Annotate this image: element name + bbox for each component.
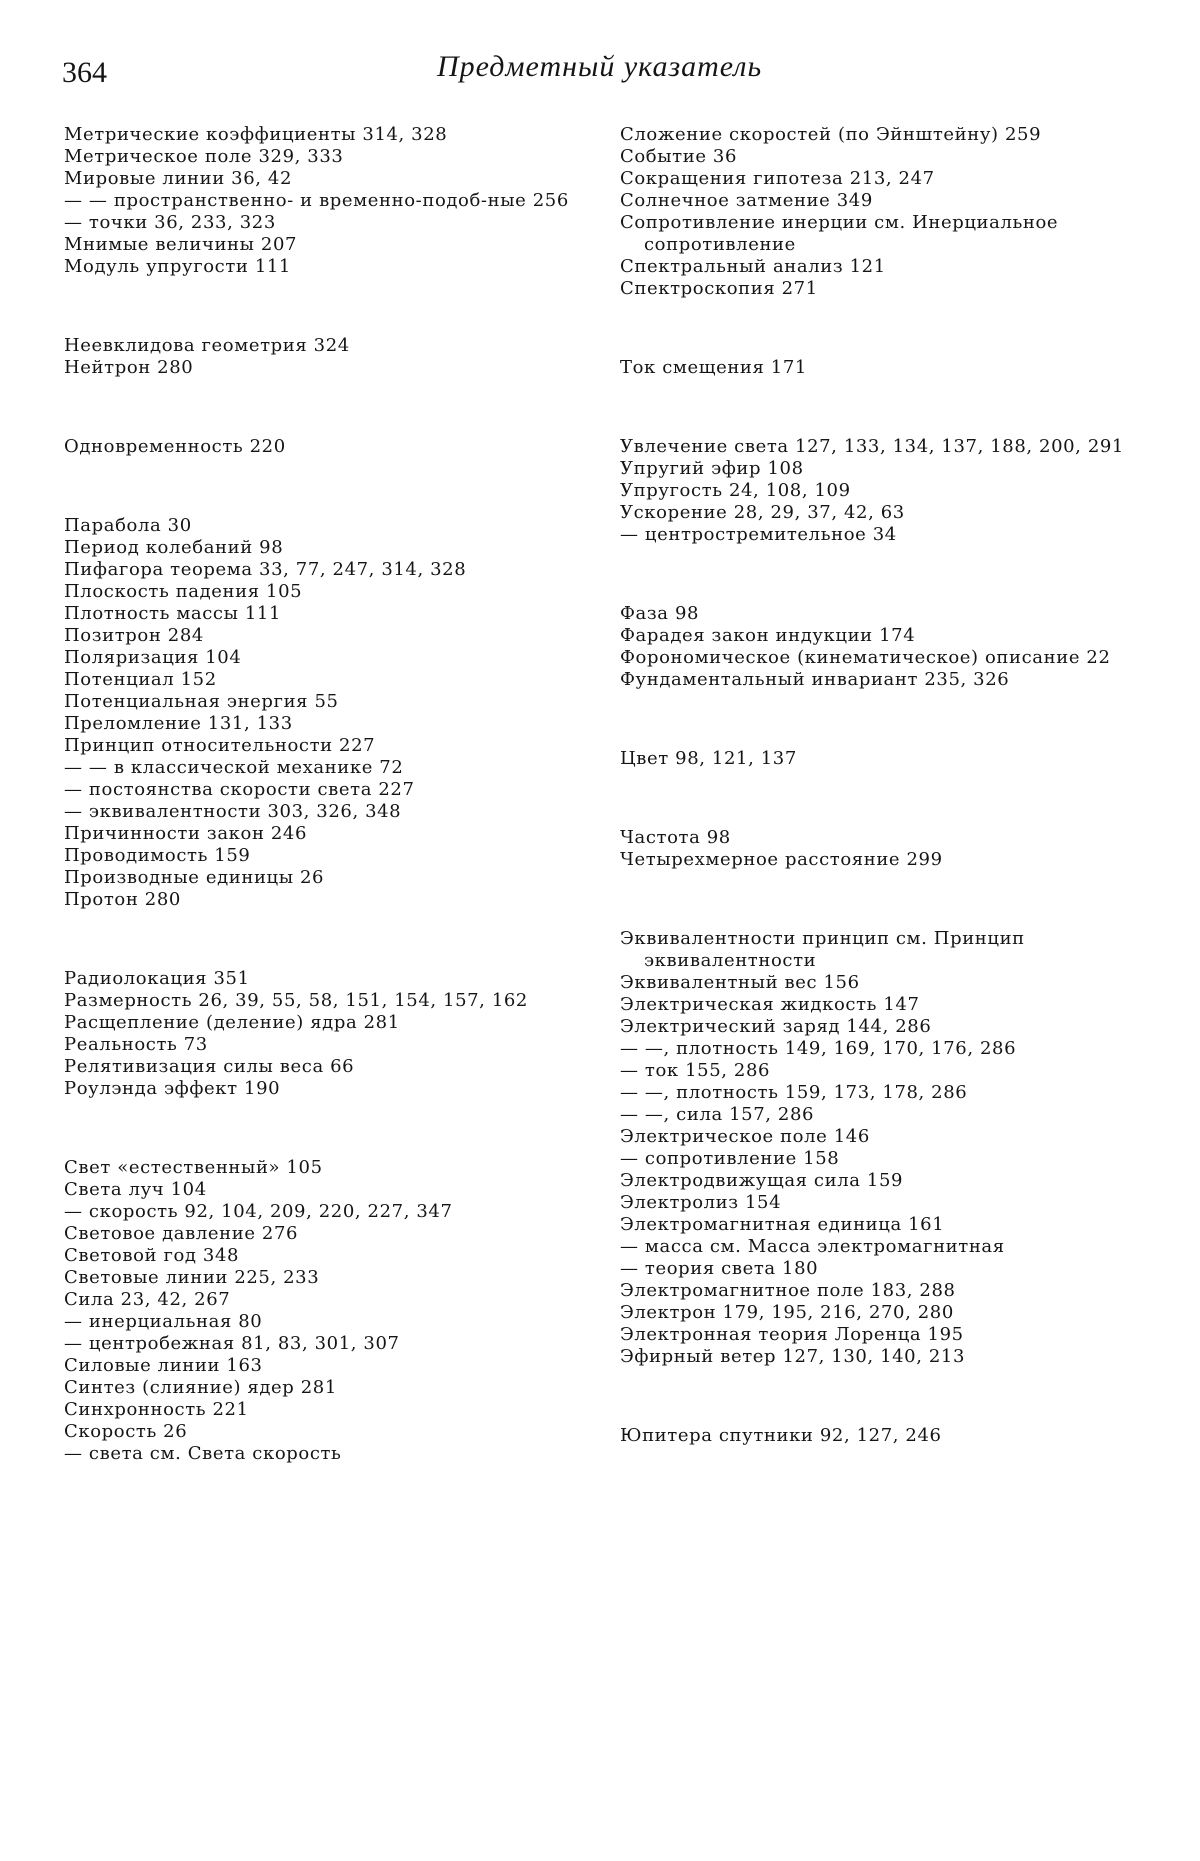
index-entry: Юпитера спутники 92, 127, 246 <box>620 1425 942 1446</box>
index-entry: Световые линии 225, 233 <box>64 1267 320 1288</box>
index-entry: — — в классической механике 72 <box>64 757 404 778</box>
index-entry: Роулэнда эффект 190 <box>64 1078 281 1099</box>
index-entry: Событие 36 <box>620 146 738 167</box>
index-entry: Световое давление 276 <box>64 1223 299 1244</box>
index-entry: — скорость 92, 104, 209, 220, 227, 347 <box>64 1201 453 1222</box>
index-entry: Электромагнитная единица 161 <box>620 1214 945 1235</box>
index-entry: Фарадея закон индукции 174 <box>620 625 916 646</box>
index-entry: — ток 155, 286 <box>620 1060 771 1081</box>
index-entry: Свет «естественный» 105 <box>64 1157 323 1178</box>
index-letter-group <box>620 928 1140 1368</box>
index-entry: Упругость 24, 108, 109 <box>620 480 851 501</box>
index-entry: Преломление 131, 133 <box>64 713 293 734</box>
index-entry: Период колебаний 98 <box>64 537 284 558</box>
index-entry: Электрон 179, 195, 216, 270, 280 <box>620 1302 954 1323</box>
index-entry: Модуль упругости 111 <box>64 256 291 277</box>
index-entry: — постоянства скорости света 227 <box>64 779 415 800</box>
index-letter-group <box>620 603 1140 691</box>
index-entry: Четырехмерное расстояние 299 <box>620 849 943 870</box>
index-entry: Частота 98 <box>620 827 731 848</box>
index-entry: Эквивалентный вес 156 <box>620 972 860 993</box>
index-entry: Скорость 26 <box>64 1421 188 1442</box>
index-entry: Радиолокация 351 <box>64 968 250 989</box>
index-entry: Мировые линии 36, 42 <box>64 168 293 189</box>
index-entry: — — пространственно- и временно-подоб-ные 256 <box>64 190 569 211</box>
index-entry: Производные единицы 26 <box>64 867 325 888</box>
index-entry: Нейтрон 280 <box>64 357 194 378</box>
index-entry: Размерность 26, 39, 55, 58, 151, 154, 157, 162 <box>64 990 528 1011</box>
index-entry: Проводимость 159 <box>64 845 251 866</box>
index-entry: Эфирный ветер 127, 130, 140, 213 <box>620 1346 966 1367</box>
index-letter-group <box>64 1157 584 1465</box>
index-entry: Релятивизация силы веса 66 <box>64 1056 355 1077</box>
index-entry: Фаза 98 <box>620 603 700 624</box>
index-entry: Протон 280 <box>64 889 181 910</box>
index-entry: Электрическое поле 146 <box>620 1126 870 1147</box>
index-entry: Упругий эфир 108 <box>620 458 804 479</box>
index-entry: Неевклидова геометрия 324 <box>64 335 350 356</box>
index-letter-group <box>64 515 584 911</box>
running-title: Предметный указатель <box>437 50 763 83</box>
index-letter-group <box>620 124 1140 300</box>
index-letter-group <box>620 436 1140 546</box>
index-entry: Поляризация 104 <box>64 647 242 668</box>
index-entry: Электронная теория Лоренца 195 <box>620 1324 964 1345</box>
index-entry: Потенциал 152 <box>64 669 217 690</box>
page-number: 364 <box>62 56 107 89</box>
index-entry: Плотность массы 111 <box>64 603 282 624</box>
index-entry: Силовые линии 163 <box>64 1355 263 1376</box>
index-entry: Электрическая жидкость 147 <box>620 994 920 1015</box>
index-entry: Электромагнитное поле 183, 288 <box>620 1280 956 1301</box>
index-entry: Сила 23, 42, 267 <box>64 1289 231 1310</box>
index-entry: Мнимые величины 207 <box>64 234 298 255</box>
index-letter-group <box>620 357 1140 379</box>
index-column-left <box>64 124 584 1522</box>
index-entry: Одновременность 220 <box>64 436 286 457</box>
index-entry: — света см. Света скорость <box>64 1443 342 1464</box>
index-entry: Потенциальная энергия 55 <box>64 691 339 712</box>
index-entry: — центростремительное 34 <box>620 524 897 545</box>
index-entry: Увлечение света 127, 133, 134, 137, 188, 200, 291 <box>620 436 1124 457</box>
index-entry: — —, сила 157, 286 <box>620 1104 815 1125</box>
index-entry: Электролиз 154 <box>620 1192 782 1213</box>
page-header <box>62 48 1142 98</box>
index-entry: Электрический заряд 144, 286 <box>620 1016 932 1037</box>
index-entry: Расщепление (деление) ядра 281 <box>64 1012 400 1033</box>
index-entry: Синтез (слияние) ядер 281 <box>64 1377 337 1398</box>
index-entry: — —, плотность 159, 173, 178, 286 <box>620 1082 968 1103</box>
index-column-right <box>620 124 1140 1504</box>
index-entry: Синхронность 221 <box>64 1399 249 1420</box>
index-entry: — инерциальная 80 <box>64 1311 263 1332</box>
index-entry: Спектральный анализ 121 <box>620 256 886 277</box>
index-entry: — сопротивление 158 <box>620 1148 840 1169</box>
index-entry: Цвет 98, 121, 137 <box>620 748 797 769</box>
index-entry: Парабола 30 <box>64 515 192 536</box>
index-letter-group <box>64 968 584 1100</box>
index-letter-group <box>64 124 584 278</box>
index-entry: Электродвижущая сила 159 <box>620 1170 904 1191</box>
index-entry: — теория света 180 <box>620 1258 819 1279</box>
index-letter-group <box>64 335 584 379</box>
index-entry: — —, плотность 149, 169, 170, 176, 286 <box>620 1038 1017 1059</box>
index-letter-group <box>64 436 584 458</box>
index-entry: Позитрон 284 <box>64 625 204 646</box>
index-entry: Метрические коэффициенты 314, 328 <box>64 124 448 145</box>
index-entry: Принцип относительности 227 <box>64 735 376 756</box>
index-entry: Сопротивление инерции см. Инерциальное сопротивление <box>620 212 1059 255</box>
index-entry: — центробежная 81, 83, 301, 307 <box>64 1333 400 1354</box>
index-entry: — масса см. Масса электромагнитная <box>620 1236 1005 1257</box>
index-entry: Эквивалентности принцип см. Принцип эквивалентности <box>620 928 1025 971</box>
index-entry: Ускорение 28, 29, 37, 42, 63 <box>620 502 905 523</box>
index-entry: — точки 36, 233, 323 <box>64 212 276 233</box>
index-entry: Пифагора теорема 33, 77, 247, 314, 328 <box>64 559 467 580</box>
index-entry: Спектроскопия 271 <box>620 278 818 299</box>
index-entry: Фундаментальный инвариант 235, 326 <box>620 669 1010 690</box>
index-entry: Сокращения гипотеза 213, 247 <box>620 168 935 189</box>
index-letter-group <box>620 748 1140 770</box>
index-entry: Света луч 104 <box>64 1179 207 1200</box>
index-entry: Форономическое (кинематическое) описание 22 <box>620 647 1111 668</box>
index-entry: Причинности закон 246 <box>64 823 308 844</box>
index-entry: Световой год 348 <box>64 1245 240 1266</box>
index-entry: Солнечное затмение 349 <box>620 190 873 211</box>
index-letter-group <box>620 827 1140 871</box>
index-letter-group <box>620 1425 1140 1447</box>
index-entry: Метрическое поле 329, 333 <box>64 146 344 167</box>
index-entry: — эквивалентности 303, 326, 348 <box>64 801 402 822</box>
index-entry: Реальность 73 <box>64 1034 208 1055</box>
index-entry: Сложение скоростей (по Эйнштейну) 259 <box>620 124 1042 145</box>
index-entry: Плоскость падения 105 <box>64 581 303 602</box>
index-entry: Ток смещения 171 <box>620 357 807 378</box>
